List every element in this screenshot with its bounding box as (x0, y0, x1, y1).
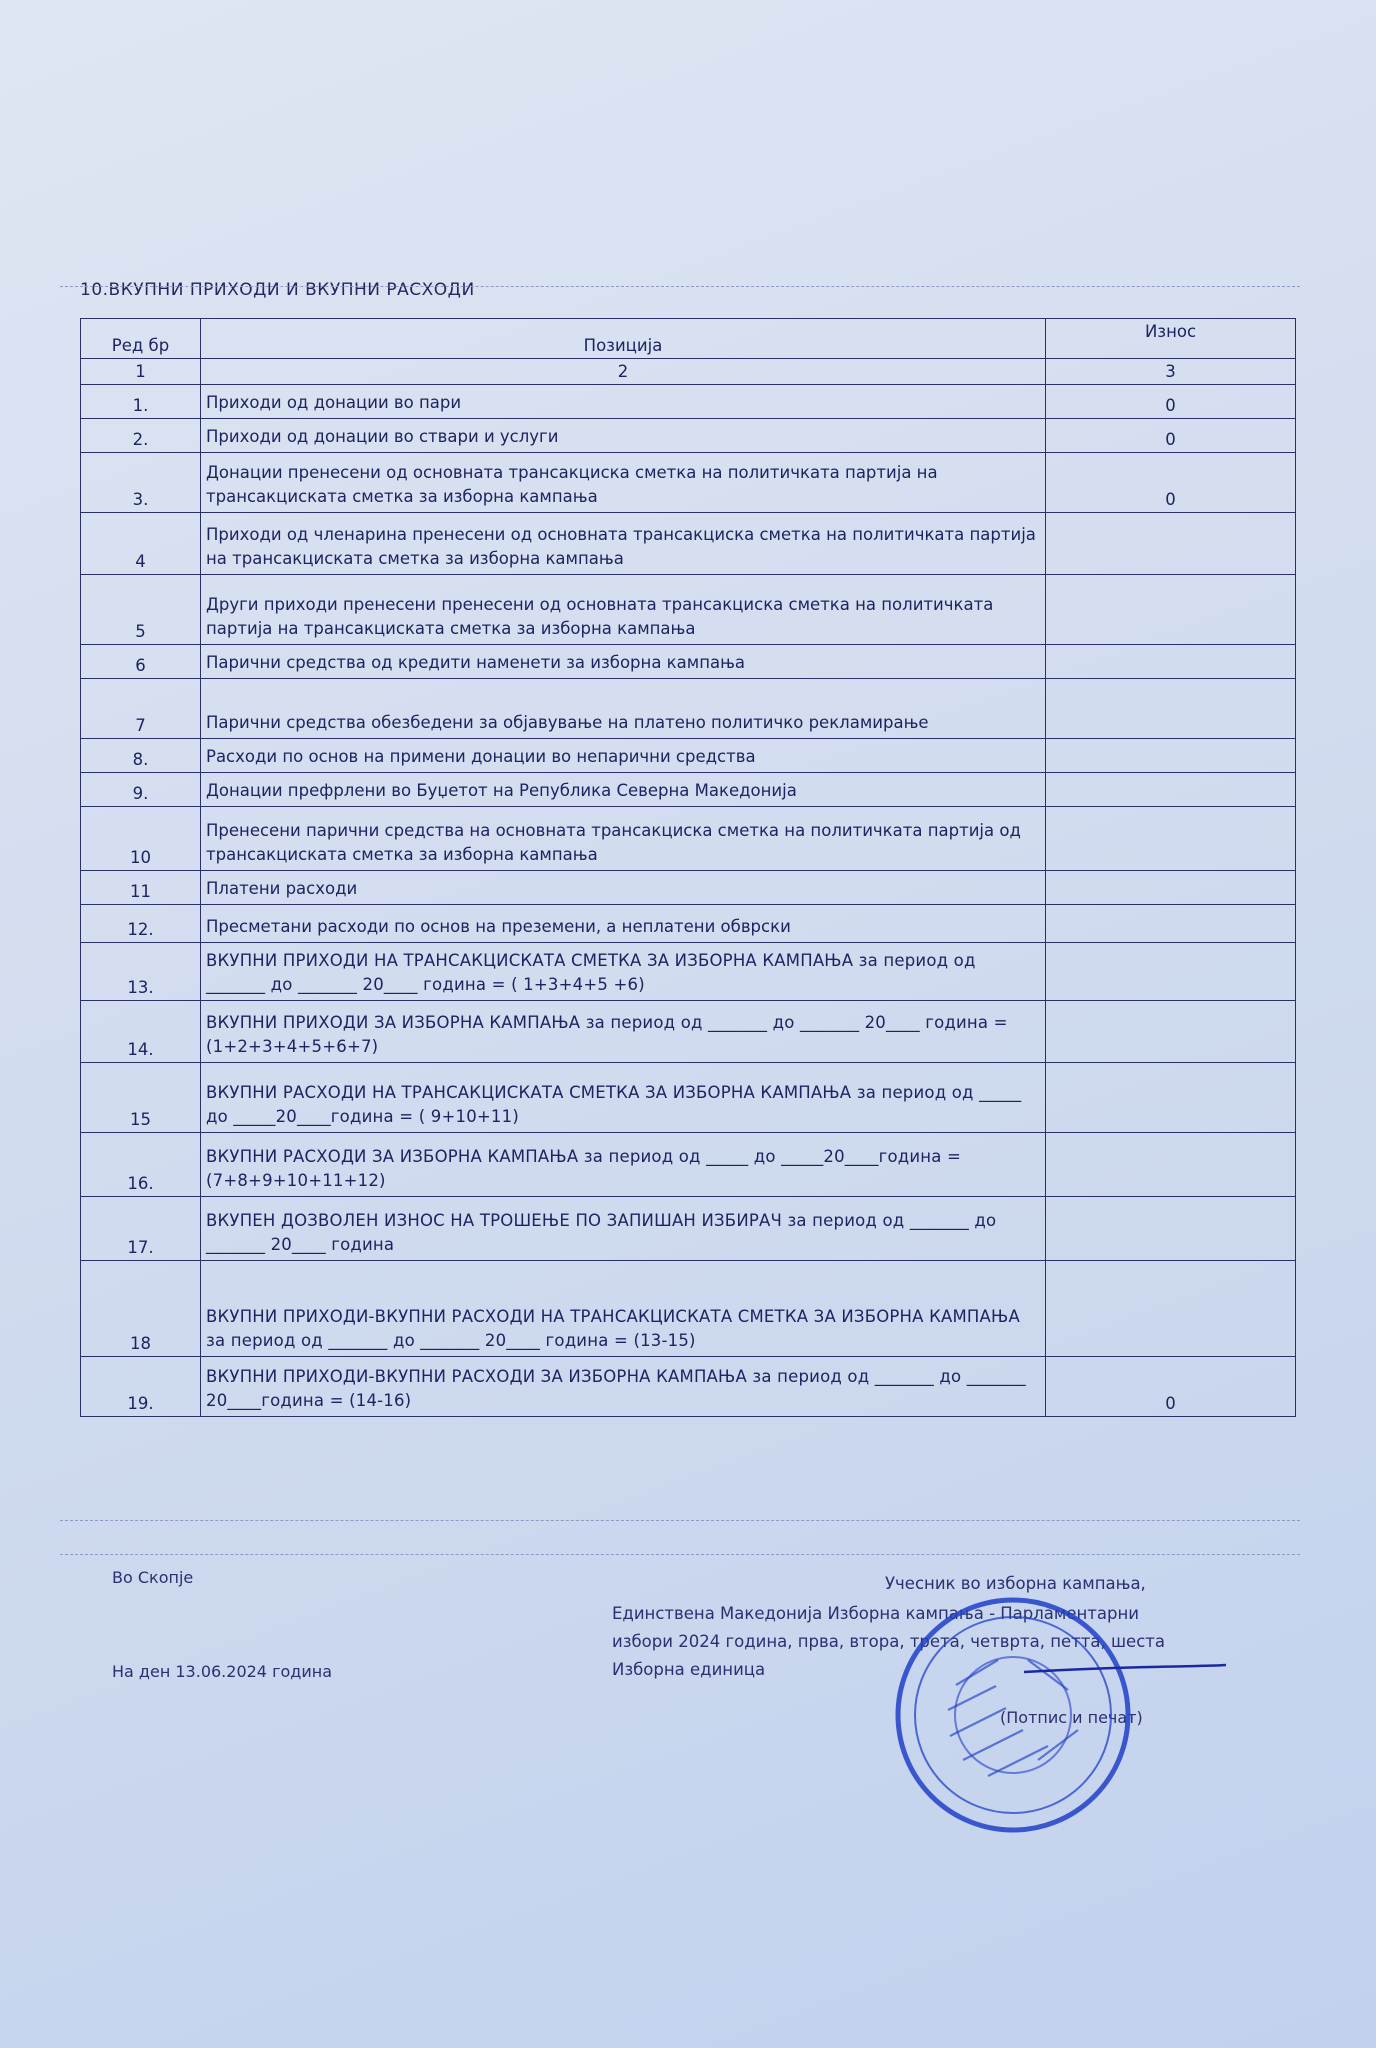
dotted-divider (60, 286, 1300, 287)
table-row (81, 1001, 1296, 1063)
participant-line-3: Изборна единица (612, 1660, 766, 1679)
table-row (81, 575, 1296, 645)
table-row (81, 513, 1296, 575)
header-position: Позиција (201, 319, 1046, 359)
row-amount (1046, 1133, 1296, 1197)
row-amount (1046, 575, 1296, 645)
row-amount (1046, 1001, 1296, 1063)
row-number: 9. (81, 773, 201, 807)
row-number: 4 (81, 513, 201, 575)
row-amount: 0 (1046, 385, 1296, 419)
row-amount (1046, 513, 1296, 575)
row-number: 17. (81, 1197, 201, 1261)
index-col-3: 3 (1046, 359, 1296, 385)
row-amount: 0 (1046, 1357, 1296, 1417)
row-position: ВКУПНИ РАСХОДИ ЗА ИЗБОРНА КАМПАЊА за период од _____ до _____20____година = (7+8+9+10+11+12) (201, 1133, 1046, 1197)
row-position: ВКУПНИ РАСХОДИ НА ТРАНСАКЦИСКАТА СМЕТКА ЗА ИЗБОРНА КАМПАЊА за период од _____ до _____20____година = ( 9+10+11) (201, 1063, 1046, 1133)
row-number: 13. (81, 943, 201, 1001)
footer-place: Во Скопје (112, 1568, 194, 1587)
table-row (81, 645, 1296, 679)
row-number: 19. (81, 1357, 201, 1417)
row-amount (1046, 773, 1296, 807)
row-amount: 0 (1046, 453, 1296, 513)
row-position: Парични средства обезбедени за објавување на платено политичко рекламирање (201, 679, 1046, 739)
index-col-2: 2 (201, 359, 1046, 385)
row-position: ВКУПНИ ПРИХОДИ-ВКУПНИ РАСХОДИ НА ТРАНСАКЦИСКАТА СМЕТКА ЗА ИЗБОРНА КАМПАЊА за период од _______ до _______ 20____ година = (13-15) (201, 1261, 1046, 1357)
participant-label: Учесник во изборна кампања, (885, 1574, 1146, 1593)
row-number: 7 (81, 679, 201, 739)
row-number: 3. (81, 453, 201, 513)
table-row (81, 1063, 1296, 1133)
table-row (81, 943, 1296, 1001)
row-number: 6 (81, 645, 201, 679)
row-position: Приходи од членарина пренесени од основната трансакциска сметка на политичката партија на трансакциската сметка за изборна кампања (201, 513, 1046, 575)
row-number: 15 (81, 1063, 201, 1133)
table-index-row (81, 359, 1296, 385)
row-position: Други приходи пренесени пренесени од основната трансакциска сметка на политичката партија на трансакциската сметка за изборна кампања (201, 575, 1046, 645)
table-row (81, 385, 1296, 419)
row-position: Донации префрлени во Буџетот на Република Северна Македонија (201, 773, 1046, 807)
row-number: 5 (81, 575, 201, 645)
row-amount (1046, 645, 1296, 679)
row-number: 12. (81, 905, 201, 943)
row-number: 16. (81, 1133, 201, 1197)
row-position: ВКУПЕН ДОЗВОЛЕН ИЗНОС НА ТРОШЕЊЕ ПО ЗАПИШАН ИЗБИРАЧ за период од _______ до _______ 20____ година (201, 1197, 1046, 1261)
row-number: 11 (81, 871, 201, 905)
row-amount (1046, 679, 1296, 739)
row-position: Приходи од донации во ствари и услуги (201, 419, 1046, 453)
participant-line-1: Единствена Македонија Изборна кампања - Парламентарни (612, 1604, 1140, 1623)
row-amount (1046, 943, 1296, 1001)
row-position: Донации пренесени од основната трансакциска сметка на политичката партија на трансакциската сметка за изборна кампања (201, 453, 1046, 513)
table-row (81, 453, 1296, 513)
table-header-row (81, 319, 1296, 359)
row-number: 2. (81, 419, 201, 453)
row-position: Парични средства од кредити наменети за изборна кампања (201, 645, 1046, 679)
row-position: Расходи по основ на примени донации во непарични средства (201, 739, 1046, 773)
table-row (81, 807, 1296, 871)
row-number: 14. (81, 1001, 201, 1063)
row-amount: 0 (1046, 419, 1296, 453)
row-amount (1046, 905, 1296, 943)
table-row (81, 905, 1296, 943)
row-number: 8. (81, 739, 201, 773)
signature-stroke (1020, 1650, 1230, 1690)
footer-date: На ден 13.06.2024 година (112, 1662, 332, 1681)
table-row (81, 773, 1296, 807)
table-row (81, 679, 1296, 739)
table-row (81, 871, 1296, 905)
row-amount (1046, 1063, 1296, 1133)
row-position: ВКУПНИ ПРИХОДИ-ВКУПНИ РАСХОДИ ЗА ИЗБОРНА КАМПАЊА за период од _______ до _______ 20____година = (14-16) (201, 1357, 1046, 1417)
dotted-divider (60, 1520, 1300, 1521)
row-position: Пренесени парични средства на основната трансакциска сметка на политичката партија од трансакциската сметка за изборна кампања (201, 807, 1046, 871)
table-row (81, 1133, 1296, 1197)
row-amount (1046, 1197, 1296, 1261)
index-col-1: 1 (81, 359, 201, 385)
row-amount (1046, 1261, 1296, 1357)
table-row (81, 1197, 1296, 1261)
participant-line-2: избори 2024 година, прва, втора, трета, четврта, петта, шеста (612, 1632, 1165, 1651)
row-position: Платени расходи (201, 871, 1046, 905)
row-amount (1046, 871, 1296, 905)
row-amount (1046, 807, 1296, 871)
row-position: ВКУПНИ ПРИХОДИ ЗА ИЗБОРНА КАМПАЊА за период од _______ до _______ 20____ година = (1+2+3+4+5+6+7) (201, 1001, 1046, 1063)
table-row (81, 739, 1296, 773)
row-number: 18 (81, 1261, 201, 1357)
finance-table (80, 318, 1296, 1417)
signature-label: (Потпис и печат) (1000, 1708, 1143, 1727)
row-position: Пресметани расходи по основ на преземени, а неплатени обврски (201, 905, 1046, 943)
row-position: ВКУПНИ ПРИХОДИ НА ТРАНСАКЦИСКАТА СМЕТКА ЗА ИЗБОРНА КАМПАЊА за период од _______ до _______ 20____ година = ( 1+3+4+5 +6) (201, 943, 1046, 1001)
dotted-divider (60, 1554, 1300, 1555)
row-position: Приходи од донации во пари (201, 385, 1046, 419)
stamp-seal (888, 1590, 1138, 1840)
row-number: 1. (81, 385, 201, 419)
header-row-number: Ред бр (81, 319, 201, 359)
row-amount (1046, 739, 1296, 773)
section-title: 10.ВКУПНИ ПРИХОДИ И ВКУПНИ РАСХОДИ (80, 280, 475, 300)
header-amount: Износ (1046, 319, 1296, 359)
table-row (81, 1261, 1296, 1357)
table-row (81, 1357, 1296, 1417)
row-number: 10 (81, 807, 201, 871)
table-row (81, 419, 1296, 453)
